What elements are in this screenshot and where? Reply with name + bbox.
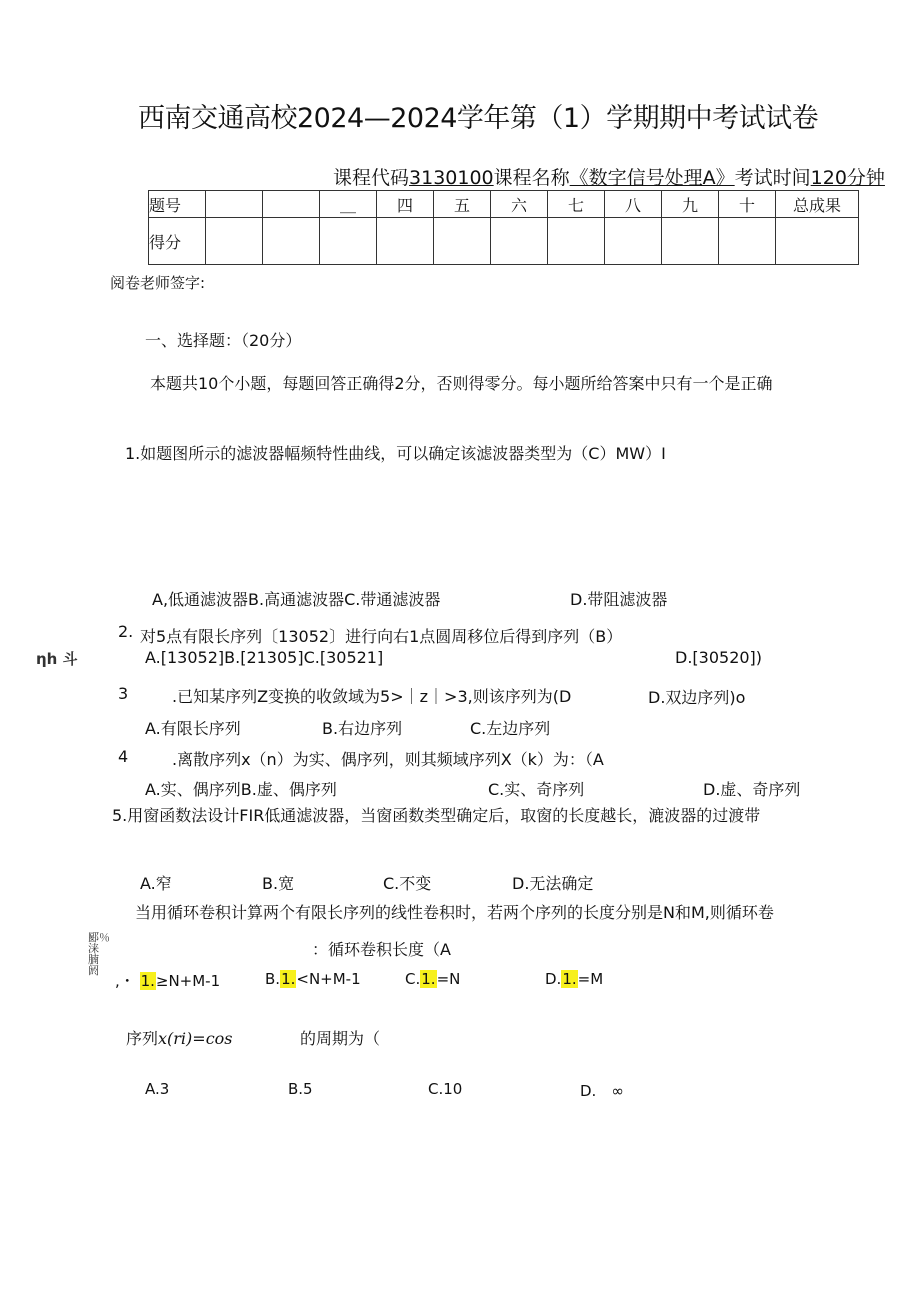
score-header-cell: ＿: [320, 191, 377, 218]
q4-number: 4: [118, 747, 129, 766]
score-cell: [548, 218, 605, 265]
score-header-cell: 九: [662, 191, 719, 218]
section-instructions: 本题共10个小题，每题回答正确得2分，否则得零分。每小题所给答案中只有一个是正确: [150, 374, 773, 393]
score-header-cell: 十: [719, 191, 776, 218]
q3-option-b: B.右边序列: [322, 719, 403, 738]
course-code-label: 课程代码: [333, 167, 410, 189]
score-header-cell: 总成果: [776, 191, 859, 218]
q6-option-c-text: =N: [436, 970, 461, 988]
q6-option-b-text: <N+M-1: [296, 970, 361, 988]
score-header-cell: 题号: [149, 191, 206, 218]
q3-option-a: A.有限长序列: [145, 719, 241, 738]
score-table-header-row: [149, 191, 859, 218]
q6-option-b-prefix: B.: [265, 970, 281, 988]
bullet: ,・: [115, 972, 135, 990]
q5-option-c: C.不变: [383, 874, 432, 893]
course-name-label: 课程名称: [493, 167, 570, 189]
question-4: .离散序列x（n）为实、偶序列，则其频域序列X（k）为：（A: [172, 750, 604, 769]
score-cell: [605, 218, 662, 265]
q7-text-pre: 序列: [126, 1029, 159, 1048]
question-6-cont: ：循环卷积长度（A: [312, 940, 451, 959]
q3-number: 3: [118, 684, 129, 703]
q2-option-d: D.[30520]): [675, 648, 763, 667]
q6-option-a: [115, 970, 220, 991]
score-header-cell: 六: [491, 191, 548, 218]
grader-signature-label: 阅卷老师签字:: [110, 274, 206, 292]
q7-text-post: 的周期为（: [300, 1029, 381, 1048]
q6-option-c-prefix: C.: [405, 970, 421, 988]
course-code: 3130100: [409, 167, 494, 189]
score-cell: [662, 218, 719, 265]
question-7: [126, 1026, 233, 1049]
q7-formula: x(ri)=cos: [158, 1029, 233, 1048]
q7-option-d: D. ∞: [580, 1082, 624, 1100]
question-3: .已知某序列Z变换的收敛域为5>｜z｜>3,则该序列为(D: [172, 687, 572, 706]
q5-option-b: B.宽: [262, 874, 295, 893]
q1-options-abc: A,低通滤波器B.高通滤波器C.带通滤波器: [152, 590, 441, 609]
score-cell: [719, 218, 776, 265]
q4-option-c: C.实、奇序列: [488, 780, 585, 799]
course-info: [333, 163, 885, 190]
q4-option-d: D.虚、奇序列: [703, 780, 801, 799]
highlighted-mark: 1.: [421, 970, 436, 988]
q7-option-a: A.3: [145, 1080, 170, 1098]
q2-options-abc: A.[13052]B.[21305]C.[30521]: [145, 648, 384, 667]
score-row-label: 得分: [149, 218, 206, 265]
score-cell: [320, 218, 377, 265]
score-cell: [377, 218, 434, 265]
score-header-cell: [263, 191, 320, 218]
q4-options-ab: A.实、偶序列B.虚、偶序列: [145, 780, 337, 799]
exam-title: 西南交通高校2024—2024学年第（1）学期期中考试试卷: [138, 103, 819, 134]
exam-time: 120分钟: [810, 167, 885, 189]
score-cell: [434, 218, 491, 265]
margin-text: 郾％ 涞腩阏: [88, 931, 110, 977]
score-cell: [491, 218, 548, 265]
q7-option-b: B.5: [288, 1080, 313, 1098]
q3-option-d: D.双边序列)o: [648, 688, 746, 707]
score-header-cell: 七: [548, 191, 605, 218]
q6-option-a-text: ≥N+M-1: [155, 972, 221, 990]
q6-option-d-prefix: D.: [545, 970, 562, 988]
q5-option-a: A.窄: [140, 874, 172, 893]
q3-option-c: C.左边序列: [470, 719, 551, 738]
q7-option-c: C.10: [428, 1080, 463, 1098]
course-name: 《数字信号处理A》: [569, 167, 735, 189]
q6-option-b: [265, 970, 361, 988]
q6-option-c: [405, 970, 460, 988]
score-cell: [206, 218, 263, 265]
score-table: [148, 190, 859, 265]
question-2: 对5点有限长序列〔13052〕进行向右1点圆周移位后得到序列（B）: [140, 627, 623, 646]
section-heading: 一、选择题：（20分）: [145, 331, 302, 350]
highlighted-mark: 1.: [562, 970, 577, 988]
q2-number: 2.: [118, 622, 134, 641]
highlighted-mark: 1.: [281, 970, 296, 988]
exam-time-label: 考试时间: [734, 167, 811, 189]
score-cell: [263, 218, 320, 265]
margin-text: ηh 斗: [36, 650, 78, 668]
score-header-cell: 五: [434, 191, 491, 218]
question-6: 当用循环卷积计算两个有限长序列的线性卷积时，若两个序列的长度分别是N和M,则循环卷: [135, 903, 774, 922]
score-table-score-row: [149, 218, 859, 265]
score-header-cell: [206, 191, 263, 218]
score-cell: [776, 218, 859, 265]
question-5: 5.用窗函数法设计FIR低通滤波器，当窗函数类型确定后，取窗的长度越长，漉波器的过渡带: [112, 806, 761, 825]
q6-option-d: [545, 970, 603, 988]
q1-option-d: D.带阻滤波器: [570, 590, 668, 609]
score-header-cell: 四: [377, 191, 434, 218]
highlighted-mark: 1.: [140, 972, 155, 990]
question-1: 1.如题图所示的滤波器幅频特性曲线，可以确定该滤波器类型为（C）MW）I: [125, 444, 666, 463]
q5-option-d: D.无法确定: [512, 874, 594, 893]
q6-option-d-text: =M: [577, 970, 604, 988]
score-header-cell: 八: [605, 191, 662, 218]
